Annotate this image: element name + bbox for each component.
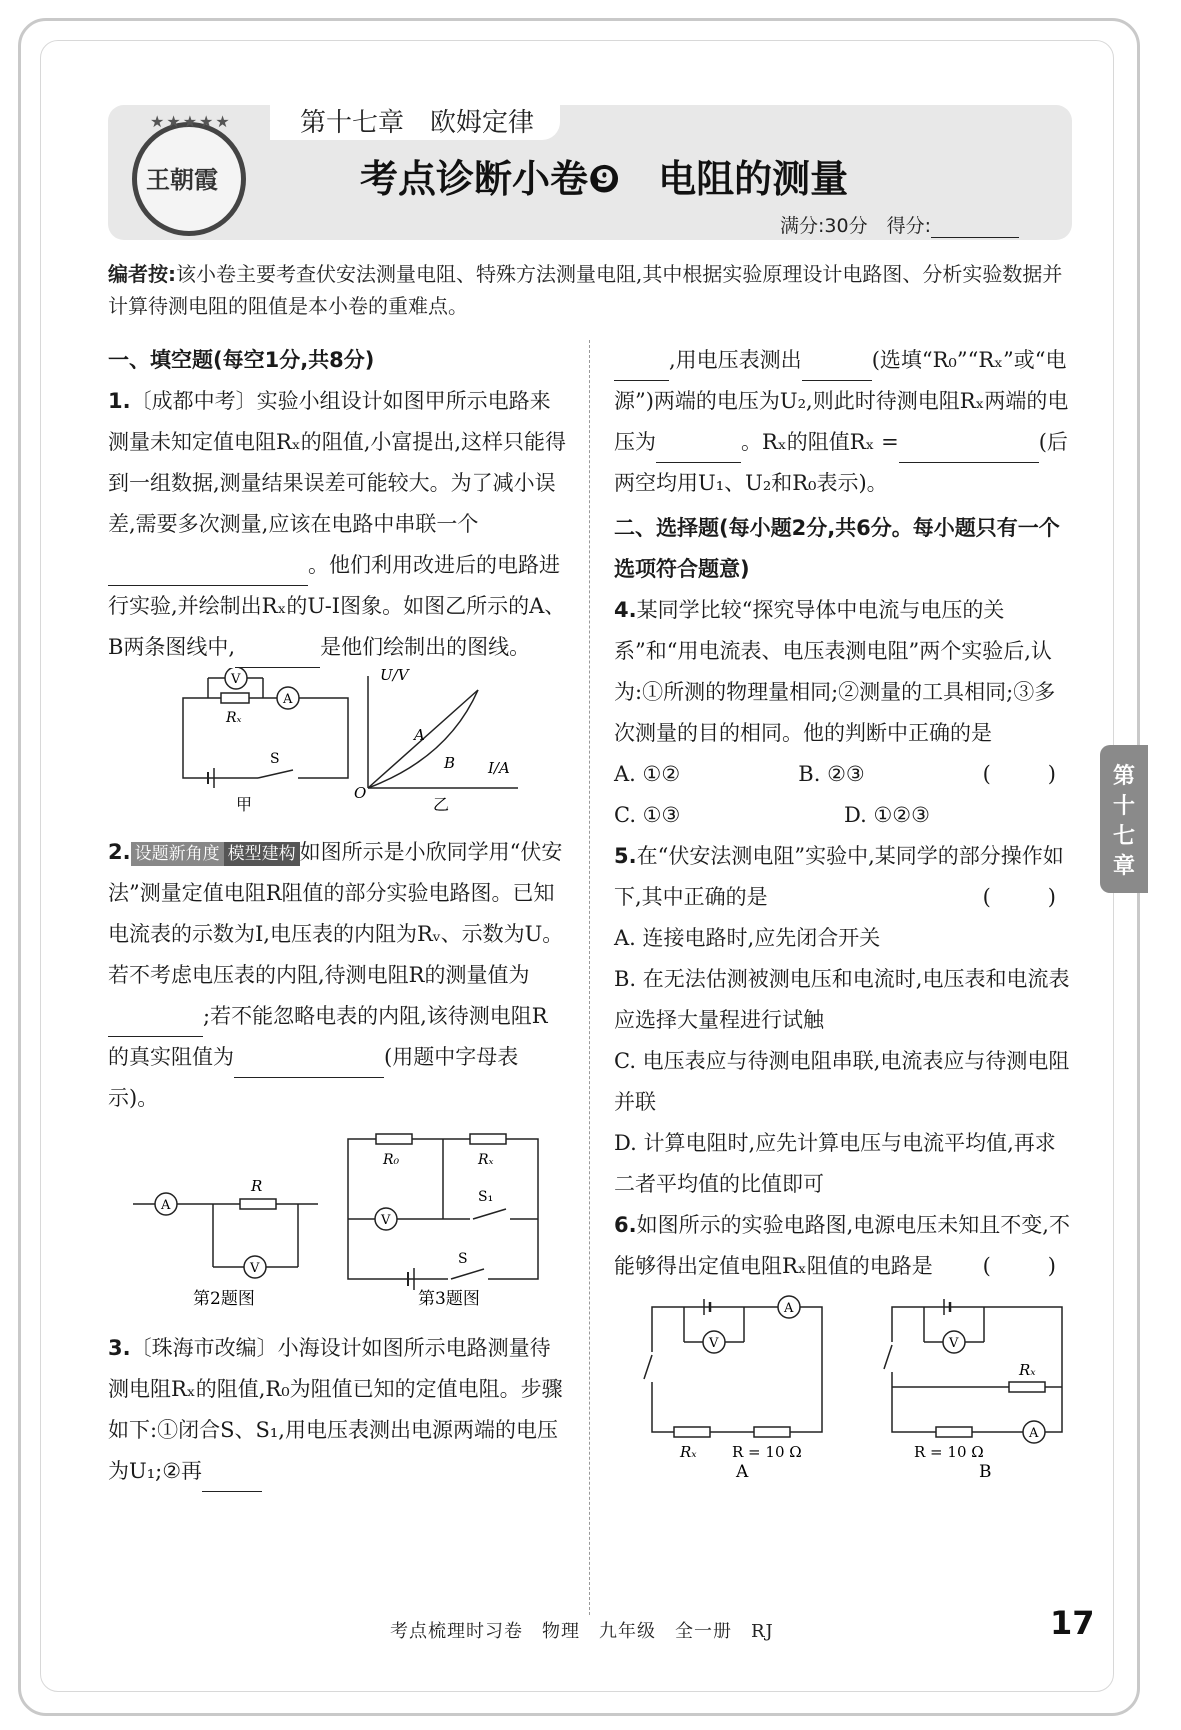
q1-resistor-icon: [221, 693, 249, 703]
editor-note-label: 编者按:: [108, 262, 176, 286]
q6a-ammeter-label: A: [784, 1301, 794, 1316]
q6a-r-label: R = 10 Ω: [732, 1443, 802, 1461]
q1-graph-ylabel: U/V: [380, 668, 409, 684]
q6b-rx-label: Rₓ: [1019, 1361, 1036, 1379]
q3-switch-s-label: S: [458, 1251, 468, 1267]
q1-graph-label-b: B: [444, 754, 456, 772]
q2-q3-figures: [108, 1119, 568, 1314]
q2-blank-2[interactable]: [234, 1051, 384, 1078]
q2-resistor-icon: [240, 1199, 276, 1209]
q2-blank-1[interactable]: [108, 1010, 203, 1037]
q5-stem: 在“伏安法测电阻”实验中,某同学的部分操作如下,其中正确的是: [614, 844, 1064, 909]
q6-stem: 如图所示的实验电路图,电源电压未知且不变,不能够得出定值电阻Rₓ阻值的电路是: [614, 1213, 1070, 1278]
q6b-voltmeter-label: V: [949, 1336, 959, 1351]
q1-text-3: 是他们绘制出的图线。: [320, 635, 531, 659]
q3-text-2: ,用电压表测出: [669, 348, 802, 372]
q5-number: 5.: [614, 844, 637, 868]
q4-option-b[interactable]: B. ②③: [798, 762, 865, 786]
q3-number: 3.: [108, 1336, 131, 1360]
q3-text-3: (选填“R₀”“Rₓ”或“电源”)两端的电压为U₂,则此时待测电阻Rₓ两端的电压为: [614, 348, 1069, 454]
q4-option-a[interactable]: A. ①②: [614, 762, 681, 786]
q3-text-4: 。Rₓ的阻值Rₓ =: [741, 430, 899, 454]
q1-source: 〔成都中考〕: [130, 389, 257, 413]
q6b-r-label: R = 10 Ω: [914, 1443, 984, 1461]
q3-r0-icon: [376, 1134, 412, 1144]
q3-caption: 第3题图: [418, 1289, 480, 1309]
editor-note: [108, 258, 1080, 322]
q2-voltmeter-label: V: [250, 1261, 260, 1276]
q2-ammeter-label: A: [161, 1198, 171, 1213]
q4-number: 4.: [614, 598, 637, 622]
q6a-r-icon: [754, 1427, 790, 1437]
q1-blank-1[interactable]: [108, 559, 198, 586]
q4-option-c[interactable]: C. ①③: [614, 803, 681, 827]
q1-fig-jia: 甲: [236, 795, 253, 814]
q3-switch-s1-label: S₁: [478, 1189, 494, 1205]
q5-option-d[interactable]: D. 计算电阻时,应先计算电压与电流平均值,再求二者平均值的比值即可: [614, 1131, 1056, 1196]
q3-r0-label: R₀: [383, 1152, 400, 1168]
q2-tag-new-angle: 设题新角度: [131, 842, 224, 866]
q4-options-row-1: [614, 754, 983, 795]
q6a-voltmeter-label: V: [709, 1336, 719, 1351]
q1-number: 1.: [108, 389, 131, 413]
q1-fig-yi: 乙: [433, 795, 450, 814]
q6a-rx-label: Rₓ: [680, 1443, 697, 1461]
editor-note-text: 该小卷主要考查伏安法测量电阻、特殊方法测量电阻,其中根据实验原理设计电路图、分析实验数据并计算待测电阻的阻值是本小卷的重难点。: [108, 262, 1063, 318]
q2-resistor-label: R: [251, 1177, 263, 1195]
logo-text: 王朝霞: [146, 165, 218, 194]
question-3-continued: [614, 340, 1074, 504]
q1-graph-xlabel: I/A: [488, 759, 510, 777]
question-4: [614, 590, 1074, 836]
column-divider: [589, 340, 590, 1615]
section2-heading: 二、选择题(每小题2分,共6分。每小题只有一个选项符合题意): [614, 516, 1060, 581]
q4-stem: 某同学比较“探究导体中电流与电压的关系”和“用电流表、电压表测电阻”两个实验后,认为:①所测的物理量相同;②测量的工具相同;③多次测量的目的相同。他的判断中正确的是: [614, 598, 1056, 745]
q1-blank-1b[interactable]: [198, 559, 308, 586]
q6b-r-icon: [936, 1427, 972, 1437]
score-label: 满分:30分 得分:: [780, 215, 931, 237]
q6a-rx-icon: [674, 1427, 710, 1437]
question-3: [108, 1328, 568, 1492]
q3-source: 〔珠海市改编〕: [130, 1336, 278, 1360]
q1-text-2: 。他们利用改进后的电路进行实验,并绘制出Rₓ的U-I图象。如图乙所示的A、B两条图线中,: [108, 553, 566, 659]
q4-options-row-2: [614, 795, 1074, 836]
q1-voltmeter-label: V: [231, 672, 241, 687]
left-column: [108, 340, 568, 1492]
score-line: [780, 211, 1019, 238]
q5-option-a[interactable]: A. 连接电路时,应先闭合开关: [614, 926, 881, 950]
q2-text-3: (用题中字母表示)。: [108, 1045, 519, 1110]
q3-blank-4[interactable]: [899, 436, 1039, 463]
q2-text-1: 如图所示是小欣同学用“伏安法”测量定值电阻R阻值的部分实验电路图。已知电流表的示数为I,电压表的内阻为Rᵥ、示数为U。若不考虑电压表的内阻,待测电阻R的测量值为: [108, 840, 564, 987]
q6b-rx-icon: [1009, 1382, 1045, 1392]
logo-stars-icon: ★★★★★: [150, 112, 232, 131]
q3-blank-1[interactable]: [202, 1465, 262, 1492]
right-column: [614, 340, 1074, 1491]
q3-text-1: 小海设计如图所示电路测量待测电阻Rₓ的阻值,R₀为阻值已知的定值电阻。步骤如下:①闭合S、S₁,用电压表测出电源两端的电压为U₁;②再: [108, 1336, 563, 1483]
q1-resistor-label: Rₓ: [226, 710, 242, 726]
q2-tag-model: 模型建构: [224, 842, 300, 866]
q4-answer-paren[interactable]: ( ): [982, 762, 1074, 786]
q1-blank-2[interactable]: [235, 641, 320, 668]
q4-option-d[interactable]: D. ①②③: [844, 803, 930, 827]
q3-text-5: (后两空均用U₁、U₂和R₀表示)。: [614, 430, 1068, 495]
question-5: [614, 836, 1074, 1205]
q1-ammeter-label: A: [283, 692, 293, 707]
q1-switch-label: S: [270, 751, 280, 767]
paper-title: 考点诊断小卷❾ 电阻的测量: [360, 157, 849, 201]
q6-figures: [614, 1287, 1074, 1477]
q3-voltmeter-label: V: [381, 1213, 391, 1228]
q6a-caption: A: [736, 1462, 749, 1477]
q5-answer-paren[interactable]: ( ): [982, 885, 1074, 909]
q6b-ammeter-label: A: [1029, 1426, 1039, 1441]
q1-text-1: 实验小组设计如图甲所示电路来测量未知定值电阻Rₓ的阻值,小富提出,这样只能得到一组数据,测量结果误差可能较大。为了减小误差,需要多次测量,应该在电路中串联一个: [108, 389, 567, 536]
q3-blank-3[interactable]: [656, 436, 741, 463]
q1-graph-origin: O: [354, 784, 367, 802]
q3-rx-label: Rₓ: [478, 1152, 494, 1168]
q1-graph-label-a: A: [414, 726, 425, 744]
q1-figures: [108, 668, 568, 818]
chapter-side-tab-label: 第十七章: [1112, 764, 1135, 879]
chapter-title: 第十七章 欧姆定律: [300, 108, 535, 138]
q3-blank-2[interactable]: [802, 354, 872, 381]
section1-heading: 一、填空题(每空1分,共8分): [108, 348, 375, 372]
question-2: [108, 832, 568, 1119]
question-6: [614, 1205, 1074, 1287]
q3-rx-icon: [470, 1134, 506, 1144]
q6b-caption: B: [979, 1462, 992, 1477]
footer-text: 考点梳理时习卷 物理 九年级 全一册 RJ: [390, 1621, 774, 1642]
q1-circuit-loop: [183, 698, 348, 778]
question-1: [108, 381, 568, 668]
q6-number: 6.: [614, 1213, 637, 1237]
page-number: 17: [1050, 1604, 1095, 1642]
q5-option-b[interactable]: B. 在无法估测被测电压和电流时,电压表和电流表应选择大量程进行试触: [614, 967, 1070, 1032]
q3-blank-1b[interactable]: [614, 354, 669, 381]
q2-text-2: ;若不能忽略电表的内阻,该待测电阻R的真实阻值为: [108, 1004, 548, 1069]
q5-option-c[interactable]: C. 电压表应与待测电阻串联,电流表应与待测电阻并联: [614, 1049, 1070, 1114]
q6-answer-paren[interactable]: ( ): [982, 1254, 1074, 1278]
q2-number: 2.: [108, 840, 131, 864]
score-blank[interactable]: [931, 219, 1019, 238]
q2-caption: 第2题图: [193, 1289, 255, 1309]
